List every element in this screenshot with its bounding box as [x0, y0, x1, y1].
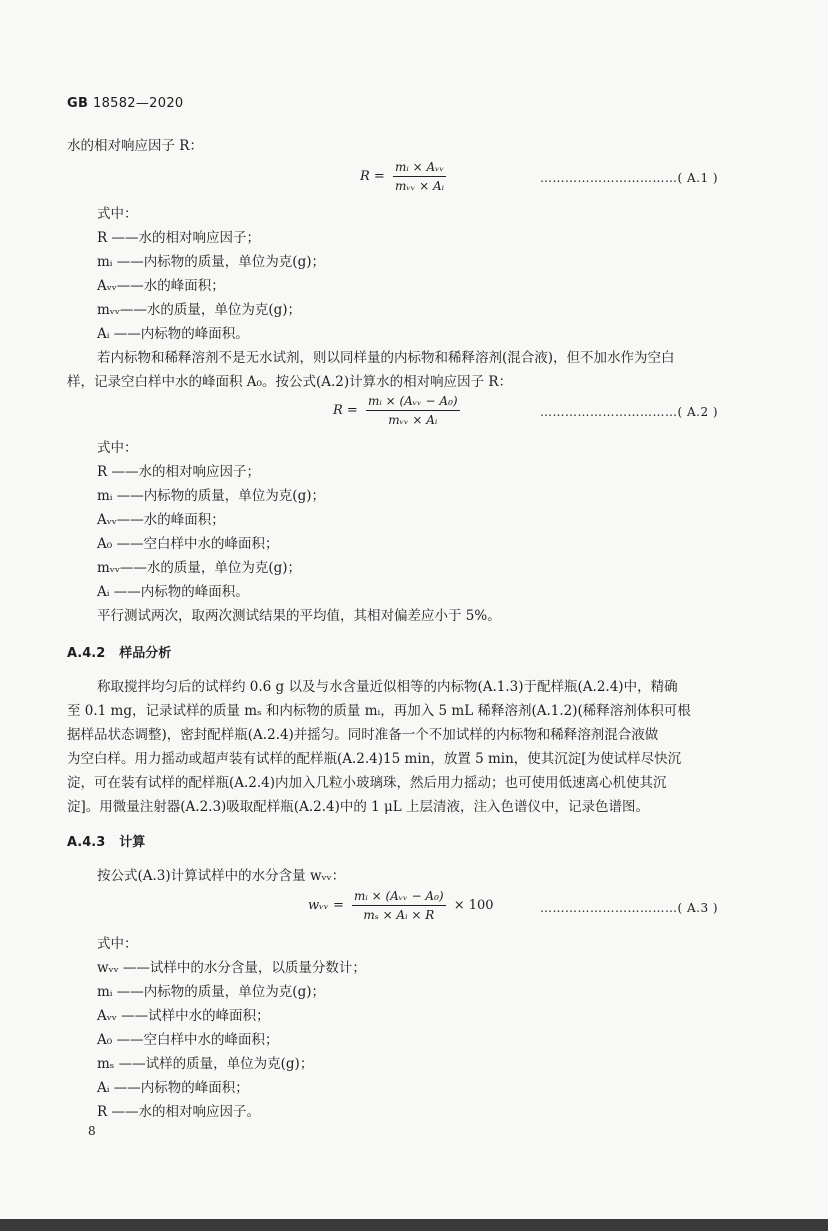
paragraph-1-line-0: 若内标物和稀释溶剂不是无水试剂，则以同样量的内标物和稀释溶剂(混合液)，但不加水作为空白 — [97, 350, 675, 366]
legend-3-line-1: wᵥᵥ ——试样中的水分含量，以质量分数计； — [97, 960, 366, 976]
legend-3-line-4: A₀ ——空白样中水的峰面积； — [97, 1032, 279, 1048]
legend-3-line-2: mᵢ ——内标物的质量，单位为克(g)； — [97, 984, 325, 1000]
formula-a3-lhs: wᵥᵥ = — [308, 898, 344, 913]
legend-2-line-7: 平行测试两次，取两次测试结果的平均值，其相对偏差应小于 5%。 — [97, 608, 501, 624]
formula-a3-numerator: mᵢ × (Aᵥᵥ − A₀) — [352, 889, 446, 906]
formula-a3-denominator: mₛ × Aᵢ × R — [363, 908, 435, 922]
legend-1-line-2: mᵢ ——内标物的质量，单位为克(g)； — [97, 254, 325, 270]
legend-2-line-6: Aᵢ ——内标物的峰面积。 — [97, 584, 249, 600]
standard-code: GB — [67, 96, 89, 111]
legend-2-line-2: mᵢ ——内标物的质量，单位为克(g)； — [97, 488, 325, 504]
legend-1-line-0: 式中： — [97, 206, 138, 222]
formula-a1 — [360, 160, 450, 193]
legend-2-line-1: R ——水的相对响应因子； — [97, 464, 260, 480]
paragraph-1-line-1: 样，记录空白样中水的峰面积 A₀。按公式(A.2)计算水的相对响应因子 R： — [67, 374, 513, 390]
paragraph-2-line-0: 称取搅拌均匀后的试样约 0.6 g 以及与水含量近似相等的内标物(A.1.3)于配样瓶(A.2.4)中，精确 — [97, 679, 678, 695]
paragraph-2-line-3: 为空白样。用力摇动或超声装有试样的配样瓶(A.2.4)15 min，放置 5 min，使其沉淀[为使试样尽快沉 — [67, 751, 682, 767]
legend-2-line-4: A₀ ——空白样中水的峰面积； — [97, 536, 279, 552]
section-a42-number: A.4.2 — [67, 646, 106, 661]
formula-a3 — [308, 889, 494, 922]
legend-2-line-3: Aᵥᵥ——水的峰面积； — [97, 512, 225, 528]
paragraph-2-line-2: 据样品状态调整)，密封配样瓶(A.2.4)并摇匀。同时准备一个不加试样的内标物和稀释溶剂混合液做 — [67, 727, 659, 743]
formula-a1-fraction — [393, 160, 446, 193]
formula-a3-label: ……………………………( A.3 ) — [540, 901, 719, 915]
formula-a2 — [333, 394, 464, 427]
formula-a2-lhs: R = — [333, 403, 358, 418]
formula-a2-denominator: mᵥᵥ × Aᵢ — [388, 413, 438, 427]
formula-a2-fraction — [366, 394, 460, 427]
intro-water-content: 按公式(A.3)计算试样中的水分含量 wᵥᵥ： — [97, 868, 346, 884]
bottom-bar — [0, 1219, 828, 1231]
paragraph-2-line-5: 淀]。用微量注射器(A.2.3)吸取配样瓶(A.2.4)中的 1 μL 上层清液，注入色谱仪中，记录色谱图。 — [67, 799, 650, 815]
formula-a1-denominator: mᵥᵥ × Aᵢ — [394, 179, 445, 193]
legend-2-line-5: mᵥᵥ——水的质量，单位为克(g)； — [97, 560, 302, 576]
standard-header — [67, 96, 183, 111]
legend-3-line-0: 式中： — [97, 936, 138, 952]
formula-a1-label: ……………………………( A.1 ) — [540, 171, 719, 185]
section-a42-title: 样品分析 — [119, 646, 172, 661]
legend-3-line-6: Aᵢ ——内标物的峰面积； — [97, 1080, 249, 1096]
legend-3-line-5: mₛ ——试样的质量，单位为克(g)； — [97, 1056, 314, 1072]
formula-a3-multiplier: × 100 — [453, 898, 494, 913]
section-a43-heading — [67, 831, 145, 850]
formula-a3-fraction — [352, 889, 446, 922]
formula-a2-numerator: mᵢ × (Aᵥᵥ − A₀) — [366, 394, 460, 411]
section-a43-number: A.4.3 — [67, 835, 106, 850]
section-a42-heading — [67, 642, 171, 661]
paragraph-2-line-4: 淀，可在装有试样的配样瓶(A.2.4)内加入几粒小玻璃珠，然后用力摇动；也可使用低速离心机使其沉 — [67, 775, 667, 791]
standard-number: 18582—2020 — [93, 96, 184, 111]
formula-a2-label: ……………………………( A.2 ) — [540, 405, 719, 419]
paragraph-2-line-1: 至 0.1 mg，记录试样的质量 mₛ 和内标物的质量 mᵢ，再加入 5 mL 稀释溶剂(A.1.2)(稀释溶剂体积可根 — [67, 703, 691, 719]
intro-relative-response: 水的相对响应因子 R： — [67, 138, 203, 154]
formula-a1-lhs: R = — [360, 169, 385, 184]
legend-1-line-4: mᵥᵥ——水的质量，单位为克(g)； — [97, 302, 302, 318]
section-a43-title: 计算 — [119, 835, 146, 850]
legend-1-line-3: Aᵥᵥ——水的峰面积； — [97, 278, 225, 294]
legend-3-line-3: Aᵥᵥ ——试样中水的峰面积； — [97, 1008, 270, 1024]
legend-3-line-7: R ——水的相对响应因子。 — [97, 1104, 260, 1120]
page-number: 8 — [88, 1124, 96, 1138]
legend-2-line-0: 式中： — [97, 440, 138, 456]
legend-1-line-5: Aᵢ ——内标物的峰面积。 — [97, 326, 249, 342]
formula-a1-numerator: mᵢ × Aᵥᵥ — [393, 160, 446, 177]
legend-1-line-1: R ——水的相对响应因子； — [97, 230, 260, 246]
